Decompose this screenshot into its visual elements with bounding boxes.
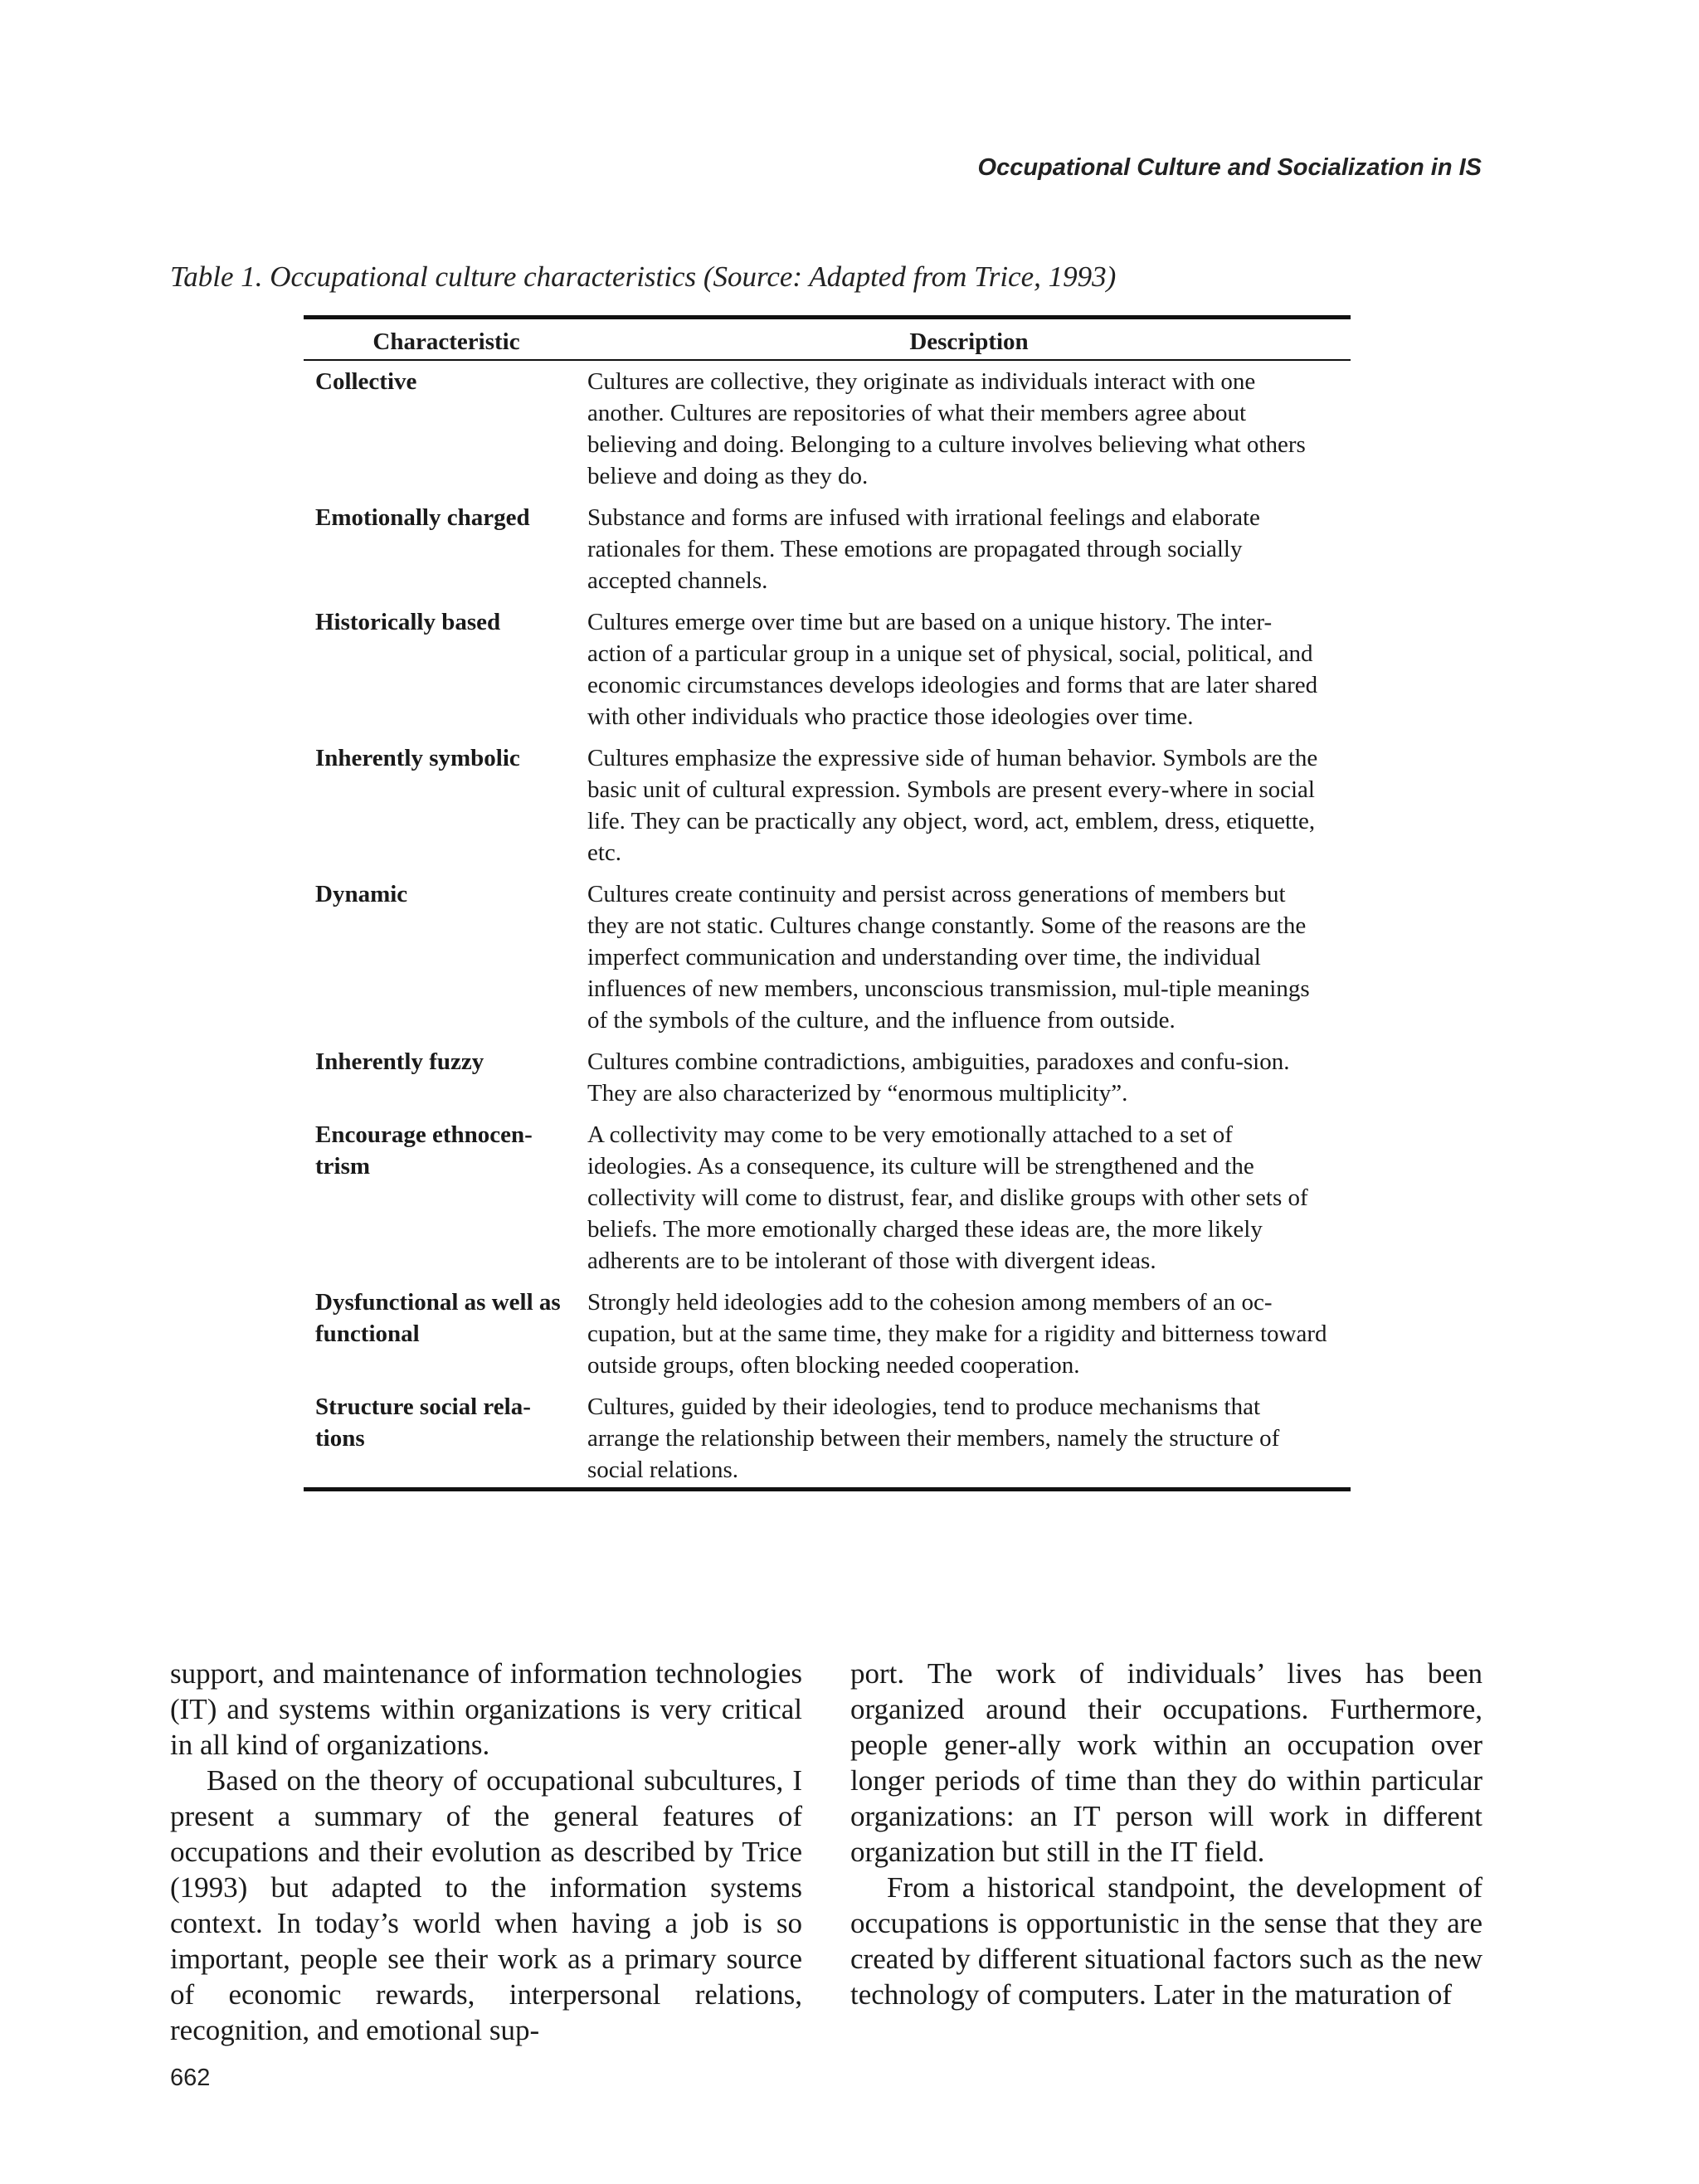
table-row [304,742,1351,878]
body-column-right [850,1656,1482,2048]
characteristic-cell: Inherently symbolic [315,745,520,771]
description-cell: A collectivity may come to be very emotionally attached to a set of ideologies. As a consequence, its culture will be strengthened and the collectivity will come to distrust, fear, and dislike groups with other sets of beliefs. The more emotionally charged these ideas are, the more likely adherents are to be intolerant of those with divergent ideas. [587,1121,1308,1274]
table-row [304,1119,1351,1287]
table-row [304,878,1351,1046]
characteristic-cell: Dysfunctional as well as functional [315,1289,561,1347]
column-header-description: Description [587,318,1351,361]
characteristic-cell: Collective [315,368,417,395]
paragraph: port. The work of individuals’ lives has been organized around their occupations. Furthermore, people gener-ally work within an occupation over longer periods of time than they do within particular organizations: an IT person will work in different organization but still in the IT field. [850,1657,1482,1868]
description-cell: Cultures emphasize the expressive side of human behavior. Symbols are the basic unit of cultural expression. Symbols are present every-where in social life. They can be practically any object, word, act, emblem, dress, etiquette, etc. [587,745,1318,866]
characteristic-cell: Historically based [315,609,501,635]
table-row [304,1046,1351,1119]
running-header: Occupational Culture and Socialization in IS [977,154,1482,181]
paragraph: From a historical standpoint, the development of occupations is opportunistic in the sense that they are created by different situational factors such as the new technology of computers. Later in the maturation of [850,1871,1482,2011]
description-cell: Substance and forms are infused with irrational feelings and elaborate rationales for them. These emotions are propagated through socially accepted channels. [587,504,1260,594]
body-text [170,1656,1482,2048]
description-cell: Cultures combine contradictions, ambiguities, paradoxes and confu-sion. They are also characterized by “enormous multiplicity”. [587,1048,1290,1107]
description-cell: Strongly held ideologies add to the cohesion among members of an oc-cupation, but at the same time, they make for a rigidity and bitterness toward outside groups, often blocking needed cooperation. [587,1289,1327,1379]
description-cell: Cultures emerge over time but are based on a unique history. The inter-action of a particular group in a unique set of physical, social, political, and economic circumstances develops ideologies and forms that are later shared with other individuals who practice those ideologies over time. [587,609,1318,730]
table-caption: Table 1. Occupational culture characteristics (Source: Adapted from Trice, 1993) [170,260,1117,293]
description-cell: Cultures, guided by their ideologies, tend to produce mechanisms that arrange the relationship between their members, namely the structure of social relations. [587,1391,1351,1490]
description-cell: Cultures create continuity and persist across generations of members but they are not static. Cultures change constantly. Some of the reasons are the imperfect communication and understanding over time, the individual influences of new members, unconscious transmission, mul-tiple meanings of the symbols of the culture, and the influence from outside. [587,881,1310,1034]
occupational-culture-table [304,315,1351,1491]
characteristic-cell: Dynamic [315,881,408,907]
column-header-characteristic: Characteristic [304,318,587,361]
page-number: 662 [170,2065,211,2091]
table-row [304,1287,1351,1391]
table-row [304,1391,1351,1490]
description-cell: Cultures are collective, they originate as individuals interact with one another. Cultures are repositories of what their members agree about believing and doing. Belonging to a culture involves believing what others believe and doing as they do. [587,368,1306,489]
paragraph: support, and maintenance of information technologies (IT) and systems within organizations is very critical in all kind of organizations. [170,1657,802,1761]
body-column-left [170,1656,802,2048]
table-row [304,360,1351,502]
paragraph: Based on the theory of occupational subcultures, I present a summary of the general features of occupations and their evolution as described by Trice (1993) but adapted to the information systems context. In today’s world when having a job is so important, people see their work as a primary source of economic rewards, interpersonal relations, recognition, and emotional sup- [170,1764,802,2046]
table-header-row [304,318,1351,361]
table-row [304,502,1351,606]
characteristic-cell: Encourage ethnocen-trism [315,1121,533,1180]
table-row [304,606,1351,742]
characteristic-cell: Structure social rela-tions [304,1391,587,1490]
characteristic-cell: Inherently fuzzy [315,1048,484,1075]
characteristic-cell: Emotionally charged [315,504,530,531]
